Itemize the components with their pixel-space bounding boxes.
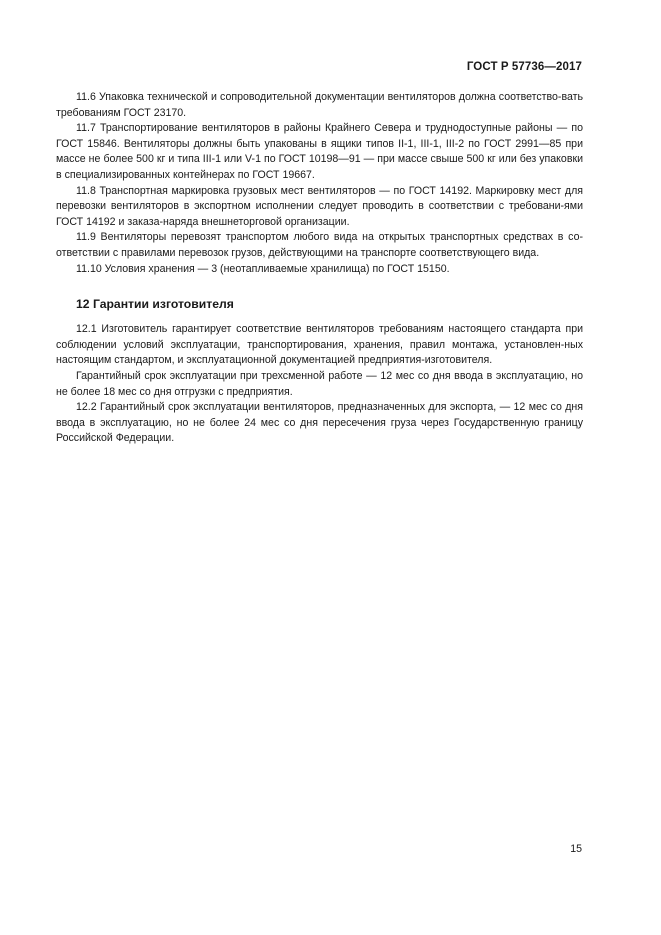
paragraph-12-2: 12.2 Гарантийный срок эксплуатации вентиляторов, предназначенных для экспорта, — 12 мес со дня ввода в эксплуатацию, но не более 24 мес со дня пересечения груза через Государственную границу Российской Федерации. [56,401,583,445]
paragraph-warranty-period: Гарантийный срок эксплуатации при трехсменной работе — 12 мес со дня ввода в эксплуатацию, но не более 18 мес со дня отгрузки с предприятия. [56,369,583,398]
document-body [56,90,583,447]
paragraph-11-7: 11.7 Транспортирование вентиляторов в районы Крайнего Севера и труднодоступные районы — по ГОСТ 15846. Вентиляторы должны быть упакованы в ящики типов II-1, III-1, III-2 по ГОСТ 2991—85 при массе не более 500 кг и типа III-1 или V-1 по ГОСТ 10198—91 — при массе свыше 500 кг или без упаковки в специализированных контейнерах по ГОСТ 19667. [56,122,583,181]
page-number: 15 [570,843,582,855]
document-standard-code: ГОСТ Р 57736—2017 [466,61,582,73]
paragraph-12-1: 12.1 Изготовитель гарантирует соответствие вентиляторов требованиям настоящего стандарта при соблюдении условий эксплуатации, транспортирования, хранения, правил монтажа, установлен-ных настоящим стандартом, и эксплуатационной документацией предприятия-изготовителя. [56,323,583,367]
paragraph-11-9: 11.9 Вентиляторы перевозят транспортом любого вида на открытых транспортных средствах в со-ответствии с правилами перевозок грузов, действующими на транспорте соответствующего вида. [56,231,583,259]
paragraph-11-10: 11.10 Условия хранения — 3 (неотапливаемые хранилища) по ГОСТ 15150. [76,262,450,275]
section-heading-12: 12 Гарантии изготовителя [76,297,234,312]
paragraph-11-6: 11.6 Упаковка технической и сопроводительной документации вентиляторов должна соответство-вать требованиям ГОСТ 23170. [56,91,583,119]
paragraph-11-8: 11.8 Транспортная маркировка грузовых мест вентиляторов — по ГОСТ 14192. Маркировку мест для перевозки вентиляторов в экспортном исполнении следует проводить в соответствии с требовани-ями ГОСТ 14192 и заказа-наряда внешнеторговой организации. [56,184,583,228]
